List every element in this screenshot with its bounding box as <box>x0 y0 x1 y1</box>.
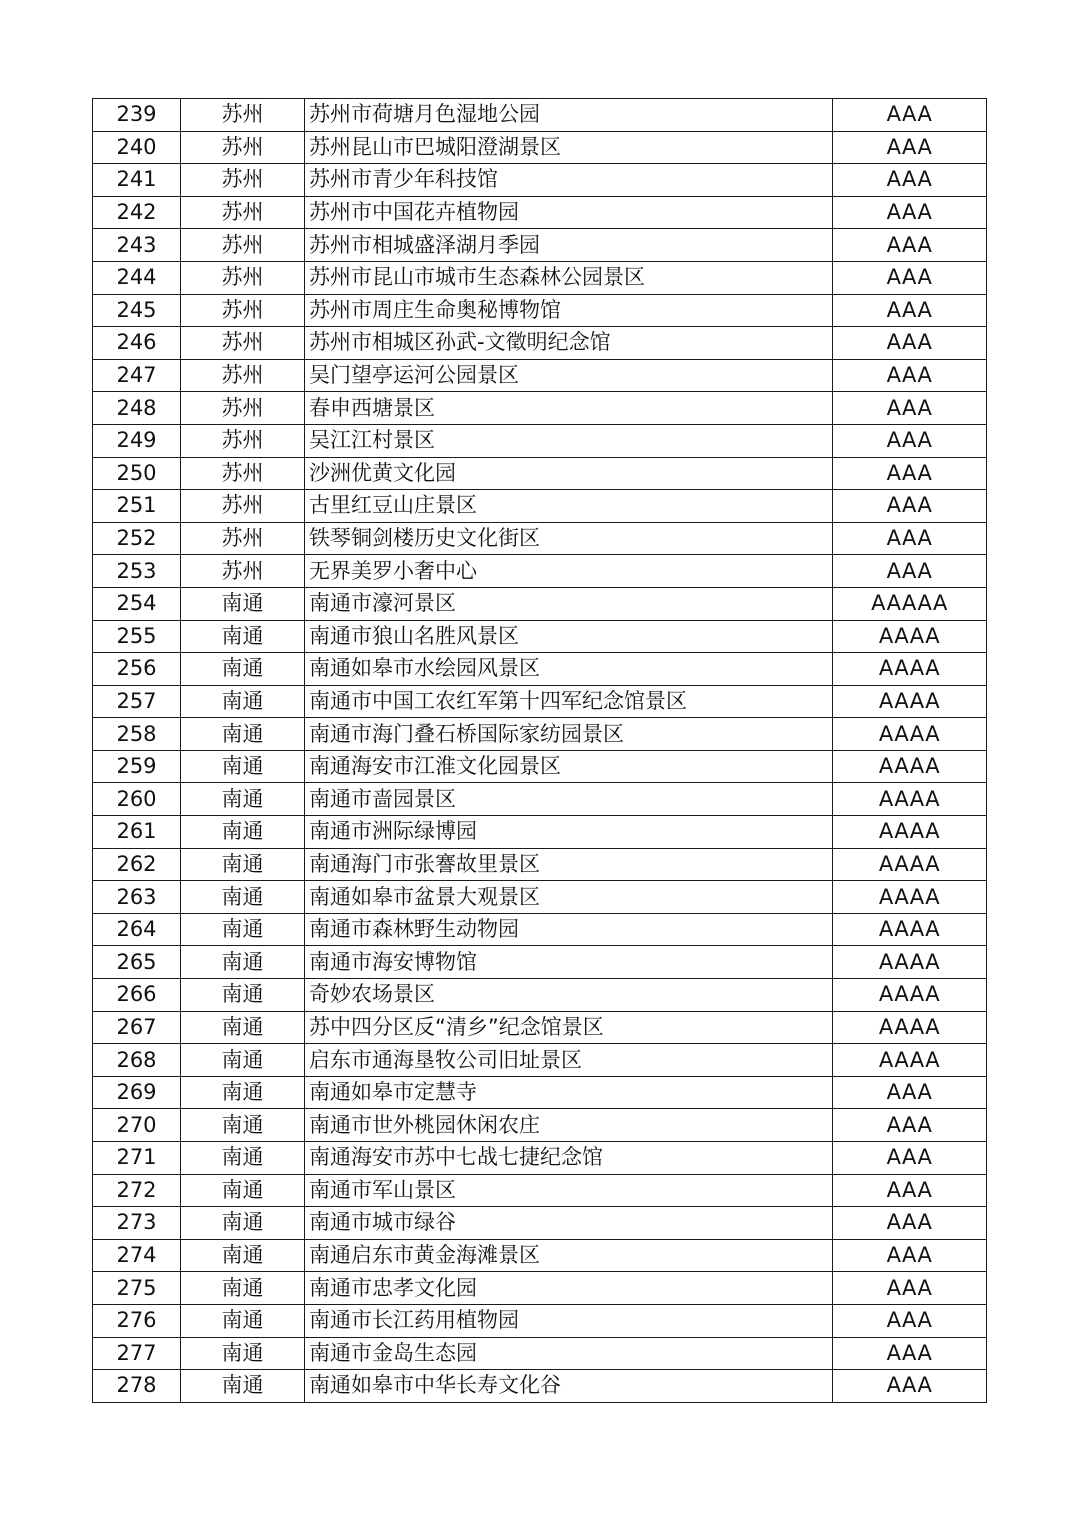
grade-cell: AAA <box>833 294 987 327</box>
row-number-cell: 277 <box>93 1337 181 1370</box>
row-number-cell: 275 <box>93 1272 181 1305</box>
row-number-cell: 274 <box>93 1239 181 1272</box>
table-row <box>93 1337 987 1370</box>
grade-cell: AAAA <box>833 848 987 881</box>
row-number-cell: 262 <box>93 848 181 881</box>
table-row <box>93 1011 987 1044</box>
table-row <box>93 457 987 490</box>
grade-cell: AAA <box>833 1076 987 1109</box>
table-row <box>93 490 987 523</box>
table-row <box>93 587 987 620</box>
grade-cell: AAA <box>833 327 987 360</box>
grade-cell: AAA <box>833 131 987 164</box>
scenic-spot-name-cell: 无界美罗小奢中心 <box>305 555 833 588</box>
city-cell: 南通 <box>181 848 305 881</box>
scenic-spot-name-cell: 吴门望亭运河公园景区 <box>305 359 833 392</box>
row-number-cell: 252 <box>93 522 181 555</box>
scenic-spot-name-cell: 南通市军山景区 <box>305 1174 833 1207</box>
row-number-cell: 244 <box>93 261 181 294</box>
table-row <box>93 1370 987 1403</box>
row-number-cell: 246 <box>93 327 181 360</box>
scenic-spot-name-cell: 吴江江村景区 <box>305 424 833 457</box>
city-cell: 苏州 <box>181 490 305 523</box>
city-cell: 苏州 <box>181 555 305 588</box>
scenic-spot-name-cell: 古里红豆山庄景区 <box>305 490 833 523</box>
table-row <box>93 1272 987 1305</box>
city-cell: 苏州 <box>181 294 305 327</box>
city-cell: 南通 <box>181 979 305 1012</box>
city-cell: 南通 <box>181 1304 305 1337</box>
grade-cell: AAAA <box>833 750 987 783</box>
city-cell: 南通 <box>181 620 305 653</box>
row-number-cell: 270 <box>93 1109 181 1142</box>
scenic-spot-name-cell: 南通如皋市盆景大观景区 <box>305 881 833 914</box>
table-row <box>93 131 987 164</box>
grade-cell: AAA <box>833 1174 987 1207</box>
city-cell: 南通 <box>181 1044 305 1077</box>
table-row <box>93 392 987 425</box>
table-row <box>93 327 987 360</box>
grade-cell: AAAA <box>833 718 987 751</box>
grade-cell: AAA <box>833 1304 987 1337</box>
table-row <box>93 816 987 849</box>
grade-cell: AAA <box>833 229 987 262</box>
grade-cell: AAA <box>833 490 987 523</box>
city-cell: 南通 <box>181 1109 305 1142</box>
scenic-spot-name-cell: 苏州市青少年科技馆 <box>305 164 833 197</box>
grade-cell: AAAA <box>833 979 987 1012</box>
city-cell: 南通 <box>181 1174 305 1207</box>
grade-cell: AAAAA <box>833 587 987 620</box>
scenic-spot-name-cell: 南通市金岛生态园 <box>305 1337 833 1370</box>
city-cell: 苏州 <box>181 261 305 294</box>
city-cell: 南通 <box>181 750 305 783</box>
scenic-spot-name-cell: 苏州市荷塘月色湿地公园 <box>305 99 833 132</box>
table-body <box>93 99 987 1403</box>
row-number-cell: 266 <box>93 979 181 1012</box>
row-number-cell: 258 <box>93 718 181 751</box>
scenic-spot-name-cell: 沙洲优黄文化园 <box>305 457 833 490</box>
grade-cell: AAA <box>833 1337 987 1370</box>
table-row <box>93 620 987 653</box>
scenic-spot-name-cell: 南通如皋市中华长寿文化谷 <box>305 1370 833 1403</box>
table-row <box>93 1076 987 1109</box>
grade-cell: AAAA <box>833 946 987 979</box>
scenic-spot-name-cell: 苏州市相城盛泽湖月季园 <box>305 229 833 262</box>
scenic-spot-name-cell: 南通市狼山名胜风景区 <box>305 620 833 653</box>
row-number-cell: 272 <box>93 1174 181 1207</box>
grade-cell: AAA <box>833 164 987 197</box>
city-cell: 苏州 <box>181 359 305 392</box>
grade-cell: AAA <box>833 1370 987 1403</box>
row-number-cell: 253 <box>93 555 181 588</box>
row-number-cell: 255 <box>93 620 181 653</box>
table-row <box>93 783 987 816</box>
row-number-cell: 271 <box>93 1142 181 1175</box>
row-number-cell: 267 <box>93 1011 181 1044</box>
table-row <box>93 718 987 751</box>
table-row <box>93 979 987 1012</box>
city-cell: 南通 <box>181 1076 305 1109</box>
scenic-spot-name-cell: 奇妙农场景区 <box>305 979 833 1012</box>
table-row <box>93 848 987 881</box>
table-row <box>93 1239 987 1272</box>
row-number-cell: 248 <box>93 392 181 425</box>
city-cell: 南通 <box>181 1142 305 1175</box>
table-row <box>93 750 987 783</box>
grade-cell: AAAA <box>833 816 987 849</box>
scenic-spot-name-cell: 南通海安市苏中七战七捷纪念馆 <box>305 1142 833 1175</box>
row-number-cell: 245 <box>93 294 181 327</box>
city-cell: 南通 <box>181 1239 305 1272</box>
grade-cell: AAAA <box>833 913 987 946</box>
scenic-spot-name-cell: 南通市长江药用植物园 <box>305 1304 833 1337</box>
scenic-spot-name-cell: 南通市海门叠石桥国际家纺园景区 <box>305 718 833 751</box>
row-number-cell: 263 <box>93 881 181 914</box>
scenic-spot-name-cell: 南通如皋市水绘园风景区 <box>305 653 833 686</box>
city-cell: 南通 <box>181 653 305 686</box>
table-row <box>93 881 987 914</box>
scenic-spot-name-cell: 南通市啬园景区 <box>305 783 833 816</box>
scenic-spot-name-cell: 苏中四分区反“清乡”纪念馆景区 <box>305 1011 833 1044</box>
table-row <box>93 1142 987 1175</box>
city-cell: 苏州 <box>181 196 305 229</box>
scenic-spot-name-cell: 铁琴铜剑楼历史文化街区 <box>305 522 833 555</box>
grade-cell: AAAA <box>833 620 987 653</box>
row-number-cell: 276 <box>93 1304 181 1337</box>
scenic-spot-name-cell: 苏州市中国花卉植物园 <box>305 196 833 229</box>
scenic-spot-name-cell: 南通如皋市定慧寺 <box>305 1076 833 1109</box>
grade-cell: AAAA <box>833 783 987 816</box>
table-row <box>93 1174 987 1207</box>
row-number-cell: 251 <box>93 490 181 523</box>
table-row <box>93 1304 987 1337</box>
scenic-spot-name-cell: 南通市濠河景区 <box>305 587 833 620</box>
table-row <box>93 1109 987 1142</box>
grade-cell: AAA <box>833 1239 987 1272</box>
city-cell: 南通 <box>181 685 305 718</box>
row-number-cell: 250 <box>93 457 181 490</box>
city-cell: 苏州 <box>181 392 305 425</box>
scenic-spot-name-cell: 南通市世外桃园休闲农庄 <box>305 1109 833 1142</box>
scenic-spot-name-cell: 南通海安市江淮文化园景区 <box>305 750 833 783</box>
grade-cell: AAA <box>833 359 987 392</box>
grade-cell: AAA <box>833 196 987 229</box>
city-cell: 南通 <box>181 718 305 751</box>
table-row <box>93 685 987 718</box>
grade-cell: AAAA <box>833 881 987 914</box>
scenic-spots-table <box>92 98 987 1403</box>
table-row <box>93 653 987 686</box>
grade-cell: AAA <box>833 1272 987 1305</box>
row-number-cell: 259 <box>93 750 181 783</box>
grade-cell: AAA <box>833 261 987 294</box>
row-number-cell: 269 <box>93 1076 181 1109</box>
city-cell: 苏州 <box>181 229 305 262</box>
scenic-spot-name-cell: 春申西塘景区 <box>305 392 833 425</box>
city-cell: 南通 <box>181 1207 305 1240</box>
table-row <box>93 99 987 132</box>
row-number-cell: 241 <box>93 164 181 197</box>
table-row <box>93 294 987 327</box>
scenic-spot-name-cell: 南通市海安博物馆 <box>305 946 833 979</box>
row-number-cell: 265 <box>93 946 181 979</box>
row-number-cell: 240 <box>93 131 181 164</box>
row-number-cell: 256 <box>93 653 181 686</box>
scenic-spot-name-cell: 南通海门市张謇故里景区 <box>305 848 833 881</box>
row-number-cell: 278 <box>93 1370 181 1403</box>
table-row <box>93 555 987 588</box>
grade-cell: AAA <box>833 1142 987 1175</box>
scenic-spot-name-cell: 苏州市相城区孙武-文徵明纪念馆 <box>305 327 833 360</box>
table-row <box>93 229 987 262</box>
grade-cell: AAAA <box>833 1011 987 1044</box>
grade-cell: AAA <box>833 392 987 425</box>
city-cell: 苏州 <box>181 327 305 360</box>
grade-cell: AAA <box>833 457 987 490</box>
row-number-cell: 243 <box>93 229 181 262</box>
row-number-cell: 261 <box>93 816 181 849</box>
grade-cell: AAAA <box>833 1044 987 1077</box>
row-number-cell: 247 <box>93 359 181 392</box>
row-number-cell: 254 <box>93 587 181 620</box>
row-number-cell: 264 <box>93 913 181 946</box>
row-number-cell: 249 <box>93 424 181 457</box>
table-row <box>93 359 987 392</box>
city-cell: 南通 <box>181 816 305 849</box>
scenic-spot-name-cell: 南通市森林野生动物园 <box>305 913 833 946</box>
table-row <box>93 946 987 979</box>
scenic-spot-name-cell: 苏州昆山市巴城阳澄湖景区 <box>305 131 833 164</box>
scenic-spot-name-cell: 南通市城市绿谷 <box>305 1207 833 1240</box>
grade-cell: AAA <box>833 99 987 132</box>
scenic-spot-name-cell: 苏州市昆山市城市生态森林公园景区 <box>305 261 833 294</box>
table-row <box>93 164 987 197</box>
city-cell: 南通 <box>181 783 305 816</box>
grade-cell: AAAA <box>833 685 987 718</box>
grade-cell: AAA <box>833 1109 987 1142</box>
city-cell: 苏州 <box>181 457 305 490</box>
grade-cell: AAA <box>833 424 987 457</box>
row-number-cell: 257 <box>93 685 181 718</box>
row-number-cell: 273 <box>93 1207 181 1240</box>
grade-cell: AAAA <box>833 653 987 686</box>
city-cell: 苏州 <box>181 424 305 457</box>
table-row <box>93 522 987 555</box>
city-cell: 南通 <box>181 587 305 620</box>
city-cell: 苏州 <box>181 164 305 197</box>
row-number-cell: 260 <box>93 783 181 816</box>
grade-cell: AAA <box>833 522 987 555</box>
scenic-spot-name-cell: 苏州市周庄生命奥秘博物馆 <box>305 294 833 327</box>
table-row <box>93 1207 987 1240</box>
grade-cell: AAA <box>833 1207 987 1240</box>
city-cell: 南通 <box>181 881 305 914</box>
table-row <box>93 913 987 946</box>
scenic-spot-name-cell: 启东市通海垦牧公司旧址景区 <box>305 1044 833 1077</box>
grade-cell: AAA <box>833 555 987 588</box>
row-number-cell: 239 <box>93 99 181 132</box>
table-row <box>93 1044 987 1077</box>
table-row <box>93 261 987 294</box>
table-row <box>93 196 987 229</box>
city-cell: 南通 <box>181 1011 305 1044</box>
scenic-spot-name-cell: 南通市忠孝文化园 <box>305 1272 833 1305</box>
row-number-cell: 242 <box>93 196 181 229</box>
table-row <box>93 424 987 457</box>
city-cell: 苏州 <box>181 99 305 132</box>
city-cell: 苏州 <box>181 522 305 555</box>
city-cell: 南通 <box>181 1337 305 1370</box>
city-cell: 南通 <box>181 913 305 946</box>
scenic-spot-name-cell: 南通市中国工农红军第十四军纪念馆景区 <box>305 685 833 718</box>
city-cell: 南通 <box>181 1272 305 1305</box>
city-cell: 苏州 <box>181 131 305 164</box>
row-number-cell: 268 <box>93 1044 181 1077</box>
city-cell: 南通 <box>181 946 305 979</box>
scenic-spot-name-cell: 南通启东市黄金海滩景区 <box>305 1239 833 1272</box>
scenic-spot-name-cell: 南通市洲际绿博园 <box>305 816 833 849</box>
city-cell: 南通 <box>181 1370 305 1403</box>
